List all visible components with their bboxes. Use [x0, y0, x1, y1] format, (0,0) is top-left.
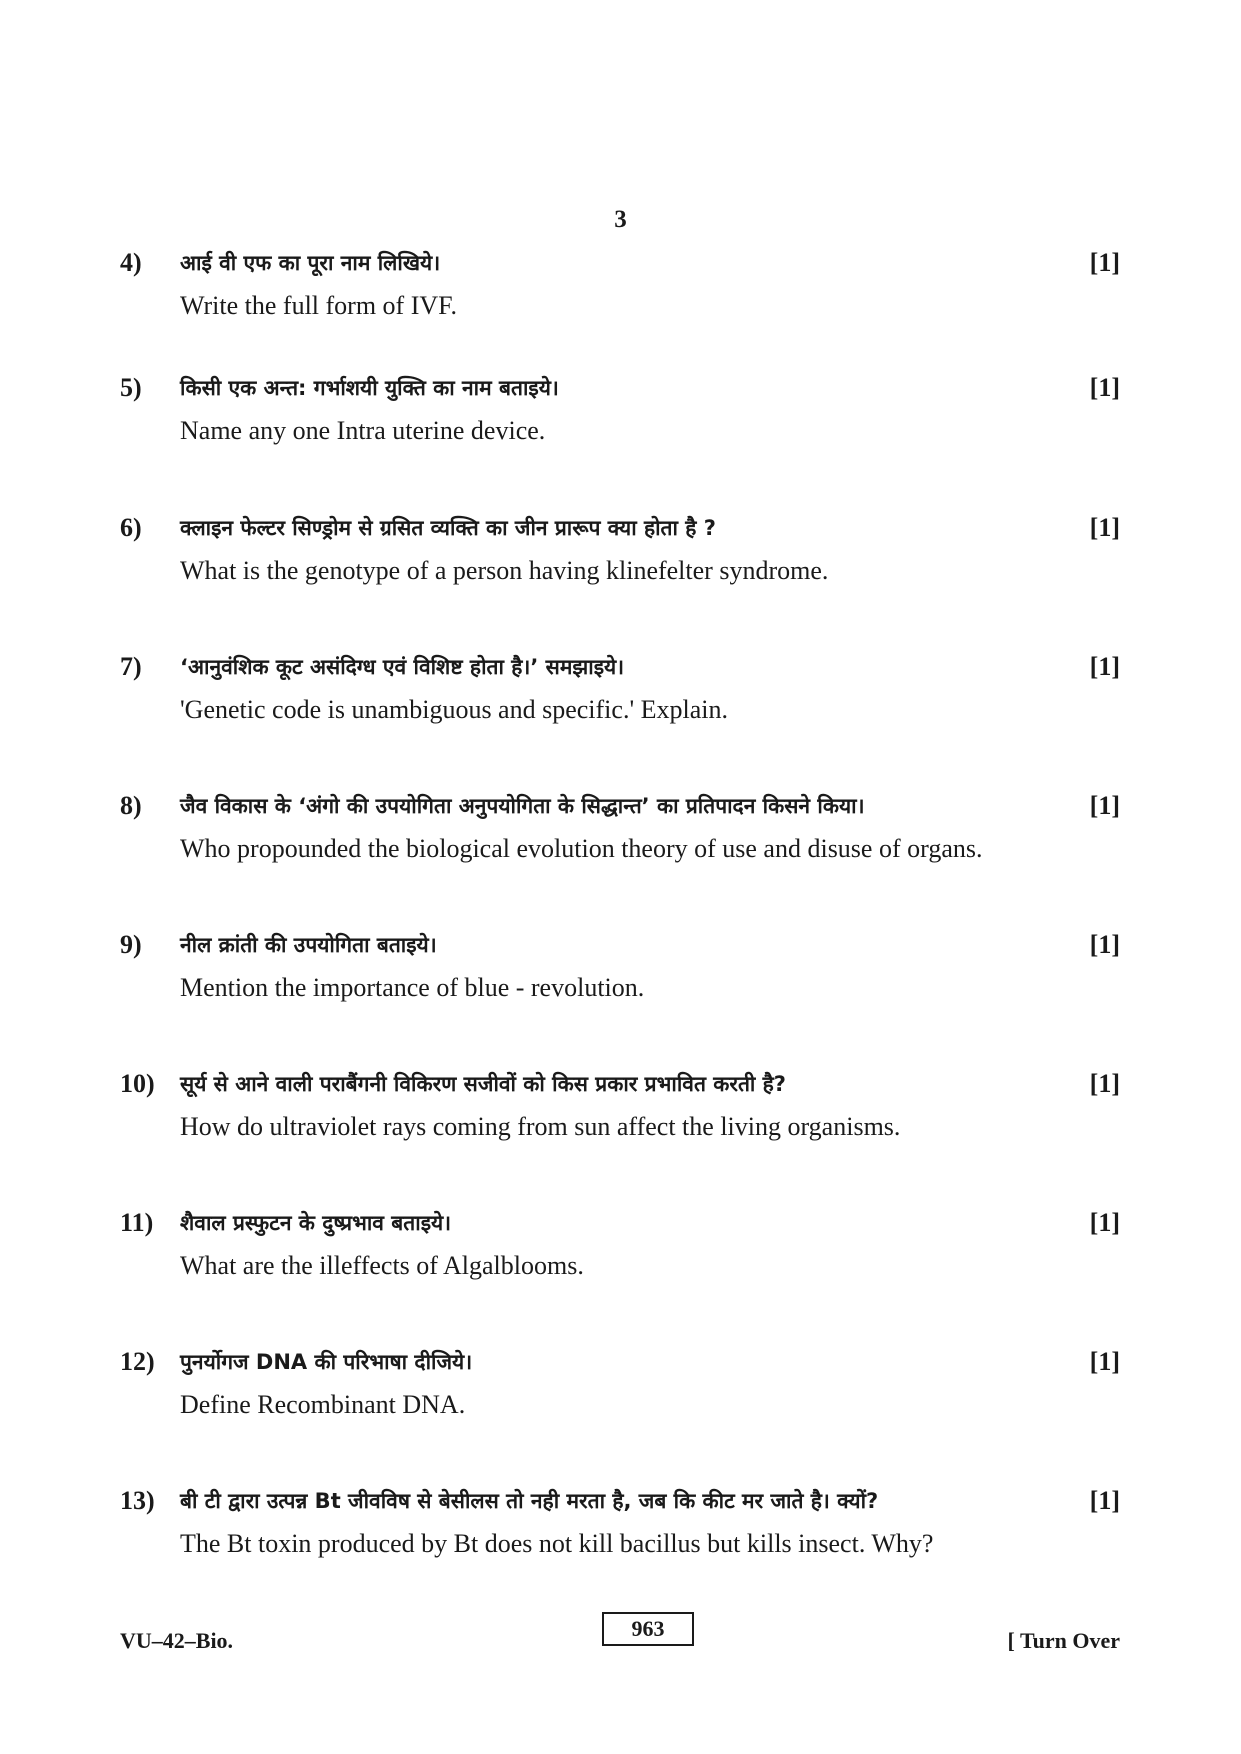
question-text-hindi: सूर्य से आने वाली पराबैंगनी विकिरण सजीवों को किस प्रकार प्रभावित करती है? — [180, 1072, 786, 1096]
question-text-english: The Bt toxin produced by Bt does not kill bacillus but kills insect. Why? — [180, 1529, 934, 1558]
question-number: 10) — [120, 1069, 155, 1098]
question-marks: [1] — [1089, 1486, 1120, 1515]
question-marks: [1] — [1089, 248, 1120, 277]
question-text-hindi: आई वी एफ का पूरा नाम लिखिये। — [180, 251, 441, 275]
question-text-english: Name any one Intra uterine device. — [180, 416, 546, 445]
question-text-hindi: क्लाइन फेल्टर सिण्ड्रोम से ग्रसित व्यक्ति का जीन प्रारूप क्या होता है ? — [180, 516, 716, 540]
question-text-hindi: ‘आनुवंशिक कूट असंदिग्ध एवं विशिष्ट होता है।’ समझाइये। — [180, 655, 625, 679]
question-text-hindi: जैव विकास के ‘अंगो की उपयोगिता अनुपयोगिता के सिद्धान्त’ का प्रतिपादन किसने किया। — [180, 794, 865, 818]
question-text-hindi: पुनर्योगज DNA की परिभाषा दीजिये। — [180, 1350, 473, 1374]
question-text-english: Who propounded the biological evolution theory of use and disuse of organs. — [180, 834, 983, 863]
question-number: 4) — [120, 248, 142, 277]
question-marks: [1] — [1089, 791, 1120, 820]
question-text-english: Mention the importance of blue - revolution. — [180, 973, 645, 1002]
question-number: 8) — [120, 791, 142, 820]
question-marks: [1] — [1089, 1069, 1120, 1098]
question-marks: [1] — [1089, 1208, 1120, 1237]
question-number: 6) — [120, 513, 142, 542]
question-number: 9) — [120, 930, 142, 959]
question-text-hindi: नील क्रांती की उपयोगिता बताइये। — [180, 933, 437, 957]
question-marks: [1] — [1089, 930, 1120, 959]
page-number: 3 — [614, 206, 627, 233]
question-marks: [1] — [1089, 513, 1120, 542]
turn-over-note: [ Turn Over — [1007, 1628, 1120, 1653]
question-text-english: 'Genetic code is unambiguous and specific.' Explain. — [180, 695, 728, 724]
question-text-hindi: शैवाल प्रस्फुटन के दुष्प्रभाव बताइये। — [180, 1211, 452, 1235]
question-text-english: How do ultraviolet rays coming from sun affect the living organisms. — [180, 1112, 901, 1141]
paper-code: VU–42–Bio. — [120, 1628, 234, 1653]
question-number: 7) — [120, 652, 142, 681]
question-number: 5) — [120, 373, 142, 402]
question-text-hindi: बी टी द्वारा उत्पन्न Bt जीवविष से बेसीलस तो नही मरता है, जब कि कीट मर जाते है। क्यों? — [180, 1489, 879, 1513]
page-serial-box: 963 — [602, 1612, 694, 1646]
question-marks: [1] — [1089, 373, 1120, 402]
question-number: 11) — [120, 1208, 154, 1237]
question-marks: [1] — [1089, 652, 1120, 681]
question-text-english: What is the genotype of a person having klinefelter syndrome. — [180, 556, 829, 585]
question-text-english: What are the illeffects of Algalblooms. — [180, 1251, 584, 1280]
question-text-hindi: किसी एक अन्त: गर्भाशयी युक्ति का नाम बताइये। — [180, 376, 559, 400]
question-marks: [1] — [1089, 1347, 1120, 1376]
question-text-english: Write the full form of IVF. — [180, 291, 458, 320]
question-number: 13) — [120, 1486, 155, 1515]
question-number: 12) — [120, 1347, 155, 1376]
question-text-english: Define Recombinant DNA. — [180, 1390, 466, 1419]
